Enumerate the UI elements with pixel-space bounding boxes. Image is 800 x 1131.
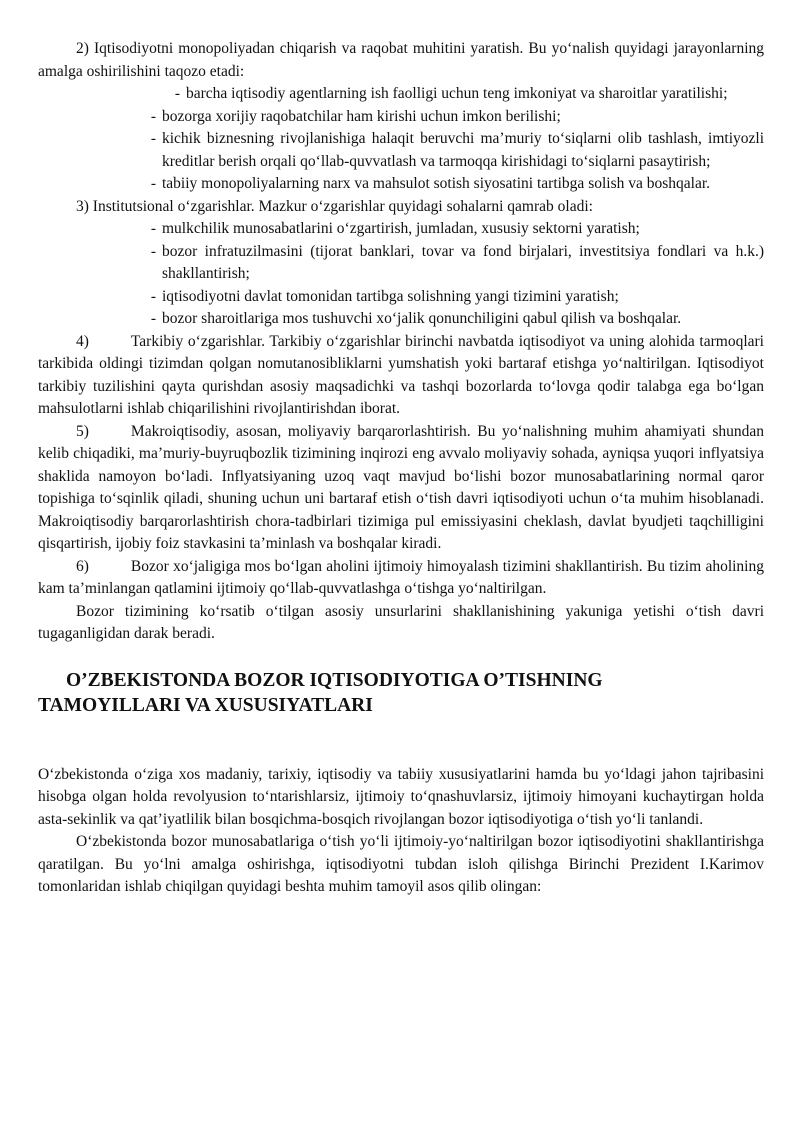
- list-item: [38, 241, 764, 286]
- list-item: [38, 83, 764, 106]
- section-3-intro: 3) Institutsional o‘zgarishlar. Mazkur o‘zgarishlar quyidagi sohalarni qamrab oladi:: [76, 197, 593, 215]
- document-page: [38, 38, 764, 899]
- bullet-text: iqtisodiyotni davlat tomonidan tartibga solishning yangi tizimini yaratish;: [162, 287, 619, 305]
- heading-line-1: O’ZBEKISTONDA BOZOR IQTISODIYOTIGA O’TISHNING: [66, 669, 603, 691]
- bullet-dash: -: [150, 310, 156, 327]
- bullet-dash: -: [150, 242, 156, 260]
- section-2-intro: 2) Iqtisodiyotni monopoliyadan chiqarish va raqobat muhitini yaratish. Bu yo‘nalish quyidagi jarayonlarning amalga oshirilishini taqozo etadi:: [38, 40, 764, 80]
- list-item: [38, 308, 764, 331]
- bullet-text: tabiiy monopoliyalarning narx va mahsulot sotish siyosatini tartibga solish va boshqalar.: [162, 175, 711, 192]
- section-6-paragraph: [38, 556, 764, 601]
- bullet-dash: -: [150, 107, 156, 125]
- body-paragraph-1: O‘zbekistonda o‘ziga xos madaniy, tarixiy, iqtisodiy va tabiiy xususiyatlarini hamda bu yo‘ldagi jahon tajribasini hisobga olgan holda revolyusion to‘ntarishlarsiz, ijtimoiy to‘qnashuvlarsiz, ijtimoiy himoyani kuchaytirgan holda asta-sekinlik va qat’iyatlilik bilan bosqichma-bosqich rivojlangan bozor iqtisodiyotiga o‘tish yo‘li tanlandi.: [38, 765, 764, 828]
- section-4-number: 4): [76, 332, 89, 350]
- list-item: [38, 173, 764, 196]
- section-5-text: Makroiqtisodiy, asosan, moliyaviy barqarorlashtirish. Bu yo‘nalishning muhim ahamiyati shundan kelib chiqadiki, ma’muriy-buyruqbozlik tizimining inqirozi eng avvalo moliyaviy sohada, ayniqsa yuqori inflyatsiya shaklida namoyon bo‘ladi. Inflyatsiyaning uzoq vaqt mavjud bo‘lishi bozor munosabatlarining normal qaror topishiga to‘sqinlik qiladi, shuning uchun uni bartaraf etish o‘tish davri iqtisodiyoti uchun o‘ta muhim hisoblanadi. Makroiqtisodiy barqarorlashtirish chora-tadbirlari tizimiga pul emissiyasini cheklash, davlat byudjeti taqchilligini qisqartirish, ijobiy foiz stavkasini ta’minlash va boshqalar kiradi.: [38, 422, 764, 552]
- bullet-text: bozor infratuzilmasini (tijorat banklari, tovar va fond birjalari, investitsiya fondlari va h.k.) shakllantirish;: [162, 242, 764, 282]
- section-heading: [38, 668, 764, 718]
- bullet-text: bozor sharoitlariga mos tushuvchi xo‘jalik qonunchiligini qabul qilish va boshqalar.: [162, 310, 682, 327]
- body-paragraph-2: O‘zbekistonda bozor munosabatlariga o‘tish yo‘li ijtimoiy-yo‘naltirilgan bozor iqtisodiyotini shakllantirishga qaratilgan. Bu yo‘lni amalga oshirishga, iqtisodiyotni tubdan isloh qilishga Birinchi Prezident I.Karimov tomonlaridan ishlab chiqilgan quyidagi beshta muhim tamoyil asos qilib olingan:: [38, 833, 764, 895]
- section-4-paragraph: [38, 331, 764, 421]
- heading-line-2: TAMOYILLARI VA XUSUSIYATLARI: [38, 694, 373, 716]
- bullet-dash: -: [150, 130, 156, 147]
- bullet-dash: -: [150, 175, 156, 192]
- bullet-text: kichik biznesning rivojlanishiga halaqit beruvchi ma’muriy to‘siqlarni olib tashlash, imtiyozli kreditlar berish orqali qo‘llab-quvvatlash va tarmoqqa kirishidagi to‘siqlarni pasaytirish;: [162, 130, 764, 170]
- bullet-dash: -: [150, 220, 156, 237]
- section-6-number: 6): [76, 557, 89, 575]
- bullet-dash: -: [174, 85, 180, 102]
- bullet-dash: -: [150, 287, 156, 305]
- bullet-text: mulkchilik munosabatlarini o‘zgartirish, jumladan, xususiy sektorni yaratish;: [162, 220, 640, 237]
- list-item: [38, 128, 764, 173]
- list-item: [38, 286, 764, 309]
- section-5-number: 5): [76, 422, 89, 440]
- list-item: [38, 106, 764, 129]
- conclusion-paragraph: Bozor tizimining ko‘rsatib o‘tilgan asosiy unsurlarini shakllanishining yakuniga yetishi o‘tish davri tugaganligidan darak beradi.: [38, 602, 764, 642]
- bullet-text: barcha iqtisodiy agentlarning ish faolligi uchun teng imkoniyat va sharoitlar yaratilishi;: [186, 85, 728, 102]
- section-4-text: Tarkibiy o‘zgarishlar. Tarkibiy o‘zgarishlar birinchi navbatda iqtisodiyot va uning alohida tarmoqlari tarkibida oldingi tizimdan qolgan nomutanosibliklarni yumshatish yoki bartaraf etishga yo‘naltirilgan. Iqtisodiyot tarkibiy tuzilishini qayta qurishdan asosiy maqsadichki va tashqi bozorlarda to‘lovga qodir talabga ega bo‘lgan mahsulotlarni ishlab chiqarilishini rivojlantirishdan iborat.: [38, 332, 764, 417]
- list-item: [38, 218, 764, 241]
- section-5-paragraph: [38, 421, 764, 556]
- bullet-text: bozorga xorijiy raqobatchilar ham kirishi uchun imkon berilishi;: [162, 107, 561, 125]
- section-6-text: Bozor xo‘jaligiga mos bo‘lgan aholini ijtimoiy himoyalash tizimini shakllantirish. Bu tizim aholining kam ta’minlangan qatlamini ijtimoiy qo‘llab-quvvatlashga o‘tishga yo‘naltirilgan.: [38, 557, 764, 597]
